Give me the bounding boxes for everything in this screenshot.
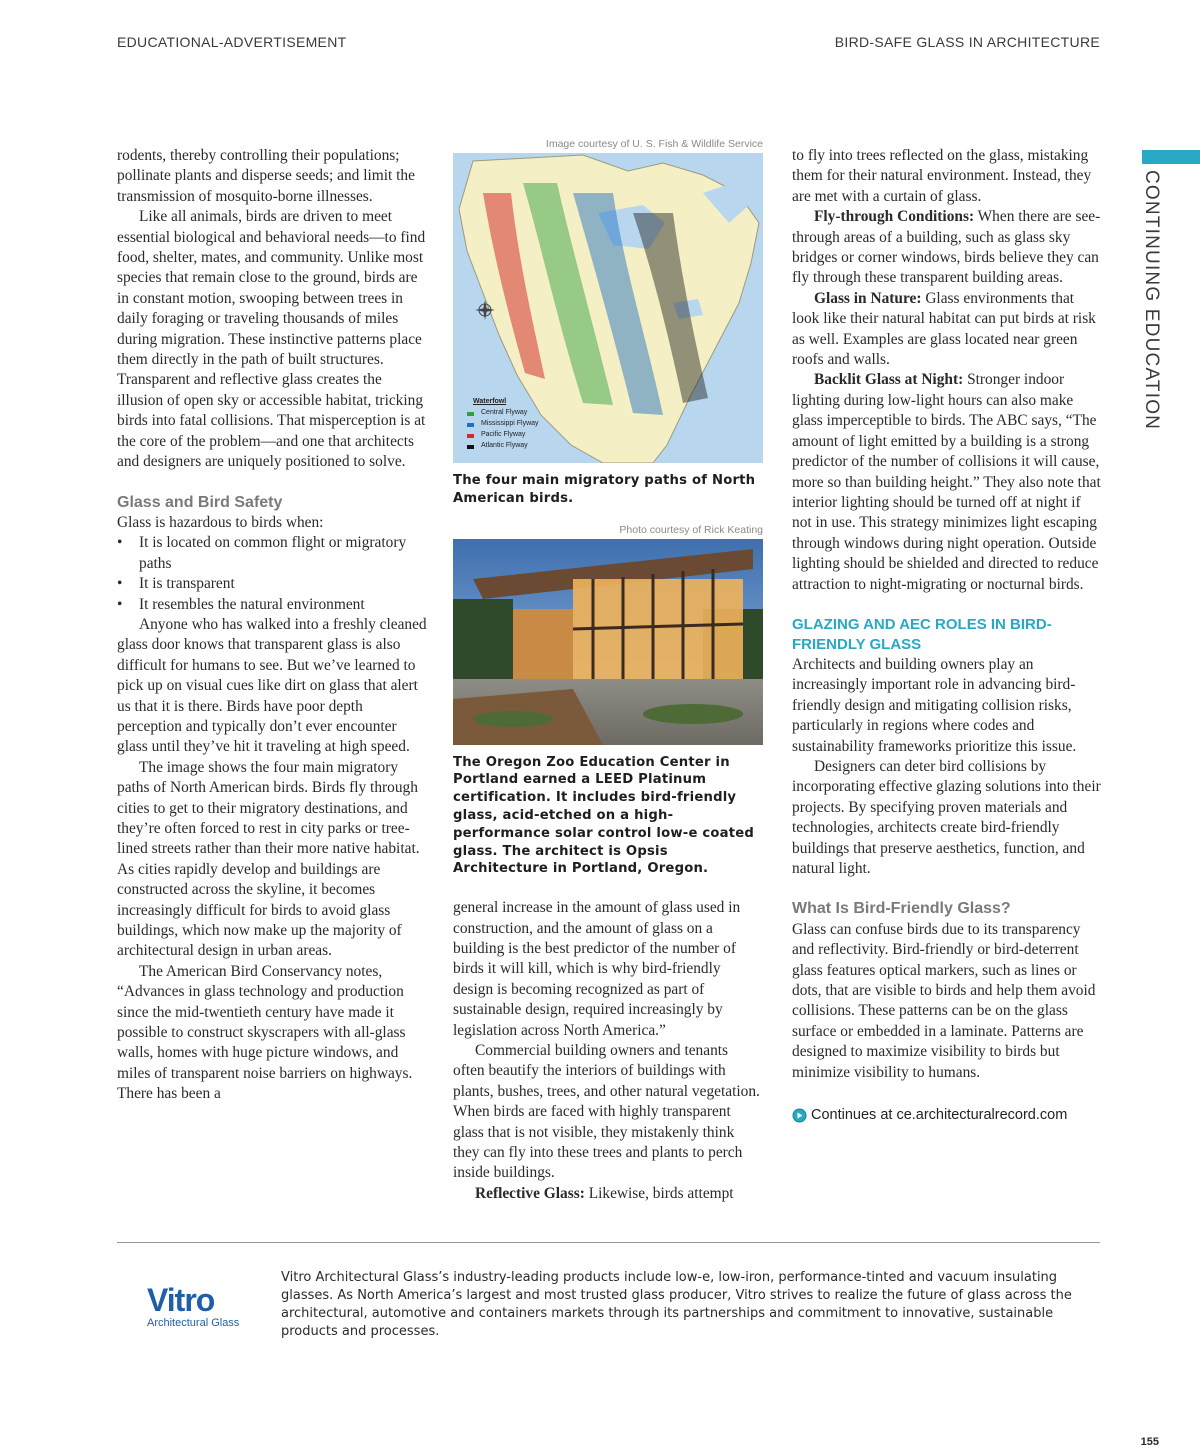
list-item: • It is located on common flight or migratory paths xyxy=(117,533,427,574)
col1-intro: Glass is hazardous to birds when: xyxy=(117,513,324,531)
map-legend-item: Mississippi Flyway xyxy=(481,420,539,427)
map-caption: The four main migratory paths of North American birds. xyxy=(453,473,756,506)
map-legend-item: Atlantic Flyway xyxy=(481,442,528,449)
col1-paragraph: Anyone who has walked into a freshly cleaned glass door knows that transparent glass is also difficult for humans to see. But we’ve learned to pick up on visual cues like dirt on glass that alert us that it is there. Birds have poor depth perception and typically don’t ever encounter glass until they’ve hit it traveling at high speed. xyxy=(117,615,427,756)
column-3 xyxy=(792,146,1102,1125)
col1-paragraph: The American Bird Conservancy notes, “Advances in glass technology and production since the mid-twentieth century have made it possible to construct skyscrapers with all-glass walls, homes with huge picture windows, and miles of transparent noise barriers on highways. There has been a xyxy=(117,962,413,1103)
continues-link-text[interactable]: Continues at ce.architecturalrecord.com xyxy=(811,1107,1068,1124)
zoo-photo xyxy=(453,539,763,745)
col2-paragraph xyxy=(453,1184,763,1204)
paragraph-lead: Reflective Glass: xyxy=(475,1184,585,1202)
paragraph-lead: Fly-through Conditions: xyxy=(814,208,975,226)
paragraph-body: Glass environments that look like their natural habitat can put birds at risk as well. Examples are glass located near green roofs and walls. xyxy=(792,289,1096,369)
paragraph-body: Likewise, birds attempt xyxy=(584,1184,734,1202)
play-circle-icon xyxy=(792,1108,807,1123)
continues-link[interactable] xyxy=(792,1105,1102,1125)
side-tab xyxy=(1140,170,1166,431)
paragraph-body: When there are see-through areas of a building, such as glass sky bridges or corner windows, birds believe they can fly through these transparent building areas. xyxy=(792,208,1101,287)
column-1 xyxy=(117,146,427,1105)
paragraph-lead: Glass in Nature: xyxy=(814,289,922,307)
col2-paragraph: general increase in the amount of glass used in construction, and the amount of glass on a building is the best predictor of the number of birds it will kill, which is why bird-friendly design is becoming recognized as part of sustainable design, required increasingly by legislation across North America.” xyxy=(453,899,741,1039)
col1-paragraph: rodents, thereby controlling their populations; pollinate plants and disperse seeds; and limit the transmission of mosquito-borne illnesses. xyxy=(117,147,415,205)
col1-paragraph: Like all animals, birds are driven to meet essential biological and behavioral needs—to find food, shelter, mates, and community. Unlike most species that remain close to the ground, birds are in constant motion, swooping between trees in daily foraging or traveling thousands of miles during migration. These instinctive patterns place them directly in the path of built structures. Transparent and reflective glass creates the illusion of open sky or accessible habitat, tricking birds into fatal collisions. That misperception is at the core of the problem—and one that architects and designers are uniquely positioned to solve. xyxy=(117,208,426,471)
col3-paragraph xyxy=(792,289,1102,371)
photo-credit: Photo courtesy of Rick Keating xyxy=(619,523,763,536)
map-legend xyxy=(473,396,539,451)
section-heading: What Is Bird-Friendly Glass? xyxy=(792,900,1011,918)
map-legend-item: Central Flyway xyxy=(481,409,528,416)
migration-map xyxy=(453,153,763,463)
col2-paragraph: Commercial building owners and tenants often beautify the interiors of buildings with plants, bushes, trees, and other natural vegetation. When birds are faced with highly transparent glass that is not visible, they mistakenly think they can fly into these trees and plants to perch inside buildings. xyxy=(453,1042,760,1182)
vitro-logo-text: Vitro xyxy=(147,1282,215,1318)
section-heading: Glass and Bird Safety xyxy=(117,493,283,511)
vitro-logo-subtitle: Architectural Glass xyxy=(147,1317,240,1329)
photo-caption: The Oregon Zoo Education Center in Portland earned a LEED Platinum certification. It includes bird-friendly glass, acid-etched on a high-performance solar control low-e coated glass. The architect is Opsis Architecture in Portland, Oregon. xyxy=(453,754,755,877)
sponsor-description: Vitro Architectural Glass’s industry-leading products include low-e, low-iron, performance-tinted and vacuum insulating glasses. As North America’s largest and most trusted glass producer, Vitro strives to realize the future of glass across the architectural, automotive and containers markets through its partnerships and commitment to innovative, sustainable products and processes. xyxy=(281,1270,1072,1339)
col2-text xyxy=(453,898,763,1204)
col1-paragraph: The image shows the four main migratory paths of North American birds. Birds fly through cities to get to their migratory destinations, and they’re often forced to rest in city parks or tree-lined streets rather than their more native habitat. As cities rapidly develop and buildings are constructed across the skyline, it becomes increasingly difficult for birds to avoid glass buildings, which now make up the majority of architectural design in urban areas. xyxy=(117,758,420,960)
header-left: EDUCATIONAL-ADVERTISEMENT xyxy=(117,34,347,50)
map-legend-item: Pacific Flyway xyxy=(481,431,526,438)
vitro-logo xyxy=(147,1283,252,1333)
col3-paragraph xyxy=(792,370,1102,594)
side-tab-label: CONTINUING EDUCATION xyxy=(1141,170,1162,431)
map-credit: Image courtesy of U. S. Fish & Wildlife Service xyxy=(545,138,763,150)
paragraph-lead: Backlit Glass at Night: xyxy=(814,371,964,389)
header-right: BIRD-SAFE GLASS IN ARCHITECTURE xyxy=(834,34,1100,50)
hazard-list xyxy=(117,533,427,615)
side-tab-bar xyxy=(1142,150,1200,164)
col3-paragraph: Designers can deter bird collisions by incorporating effective glazing solutions into their projects. By specifying proven materials and technologies, architects create bird-friendly buildings that preserve aesthetics, function, and natural light. xyxy=(792,757,1101,877)
zoo-photo-image xyxy=(453,539,763,745)
col3-paragraph: to fly into trees reflected on the glass, mistaking them for their natural environment. Instead, they are met with a curtain of glass. xyxy=(792,147,1092,205)
list-item: • It resembles the natural environment xyxy=(117,595,427,615)
col3-paragraph xyxy=(792,207,1102,289)
col3-paragraph: Architects and building owners play an increasingly important role in advancing bird-friendly design and mitigating collision risks, particularly in regions where codes and sustainability frameworks prioritize this issue. xyxy=(792,655,1077,755)
section-heading: GLAZING AND AEC ROLES IN BIRD-FRIENDLY GLASS xyxy=(792,615,1052,653)
paragraph-body: Stronger indoor lighting during low-light hours can also make glass imperceptible to birds. The ABC says, “The amount of light emitted by a building is a strong predictor of the number of collisions it will cause, more so than building height.” They also note that interior lighting should be turned off at night if not in use. This strategy minimizes light escaping through windows during night operation. Outside lighting should be shielded and directed to reduce attraction to night-migrating or nocturnal birds. xyxy=(792,371,1101,593)
list-item: • It is transparent xyxy=(117,574,427,594)
column-2 xyxy=(453,138,763,1204)
map-legend-title: Waterfowl xyxy=(473,398,507,405)
page-number: 155 xyxy=(1140,1436,1159,1448)
col3-paragraph: Glass can confuse birds due to its transparency and reflectivity. Bird-friendly or bird-deterrent glass features optical markers, such as lines or dots, that are visible to birds and help them avoid collisions. These patterns can be on the glass surface or embedded in a laminate. Patterns are designed to maximize visibility to birds but minimize visibility to humans. xyxy=(792,920,1096,1081)
footer-divider xyxy=(117,1242,1100,1243)
